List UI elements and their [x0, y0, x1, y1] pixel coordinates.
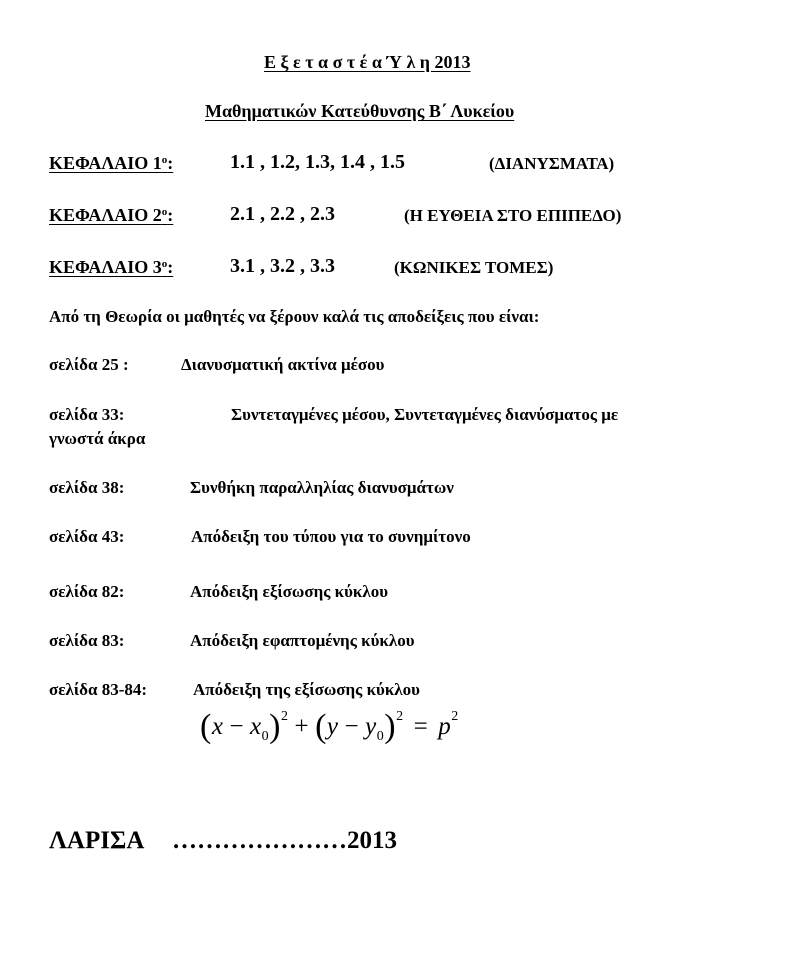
- document-title: Ε ξ ε τ α σ τ έ α Ύ λ η 2013: [264, 52, 471, 72]
- chapter-2-label: ΚΕΦΑΛΑΙΟ $2^o$:: [49, 205, 174, 225]
- chapter-3-topic: (ΚΩΝΙΚΕΣ ΤΟΜΕΣ): [394, 258, 554, 277]
- chapter-1-label: ΚΕΦΑΛΑΙΟ $1^o$:: [49, 153, 174, 173]
- chapter-3-label: ΚΕΦΑΛΑΙΟ $3^o$:: [49, 257, 174, 277]
- chapter-2-sections: 2.1 , 2.2 , 2.3: [230, 203, 335, 225]
- footer-city: ΛΑΡΙΣΑ: [49, 827, 145, 854]
- page-desc-82: Απόδειξη εξίσωσης κύκλου: [190, 582, 389, 601]
- page-desc-83: Απόδειξη εφαπτομένης κύκλου: [190, 631, 415, 650]
- page-desc-43: Απόδειξη του τύπου για το συνημίτονο: [191, 527, 471, 546]
- page-ref-38: σελίδα 38:: [49, 478, 125, 497]
- page-ref-83: σελίδα 83:: [49, 631, 125, 650]
- intro-text: Από τη Θεωρία οι μαθητές να ξέρουν καλά τις αποδείξεις που είναι:: [49, 307, 540, 326]
- chapter-1-sections: 1.1 , 1.2, 1.3, 1.4 , 1.5: [230, 151, 405, 173]
- circle-equation-formula: $(x - x_0)^2 + (y - y_0)^2 = p^2$: [200, 708, 459, 745]
- chapter-1-topic: (ΔΙΑΝΥΣΜΑΤΑ): [489, 154, 615, 173]
- page-ref-83-84: σελίδα 83-84:: [49, 680, 148, 699]
- page-ref-43: σελίδα 43:: [49, 527, 125, 546]
- footer-date: …………………2013: [172, 827, 397, 854]
- page-desc-38: Συνθήκη παραλληλίας διανυσμάτων: [190, 478, 454, 497]
- page-desc-33-cont: γνωστά άκρα: [49, 429, 146, 448]
- page-desc-25: Διανυσματική ακτίνα μέσου: [181, 355, 385, 374]
- chapter-3-sections: 3.1 , 3.2 , 3.3: [230, 255, 335, 277]
- page-ref-25: σελίδα 25 :: [49, 355, 129, 374]
- page-desc-33: Συντεταγμένες μέσου, Συντεταγμένες διανύσματος με: [231, 405, 619, 424]
- page-ref-82: σελίδα 82:: [49, 582, 125, 601]
- page-desc-83-84: Απόδειξη της εξίσωσης κύκλου: [193, 680, 420, 699]
- chapter-2-topic: (Η ΕΥΘΕΙΑ ΣΤΟ ΕΠΙΠΕΔΟ): [404, 206, 622, 225]
- document-subtitle: Μαθηματικών Κατεύθυνσης Β΄ Λυκείου: [205, 101, 515, 121]
- page-ref-33: σελίδα 33:: [49, 405, 125, 424]
